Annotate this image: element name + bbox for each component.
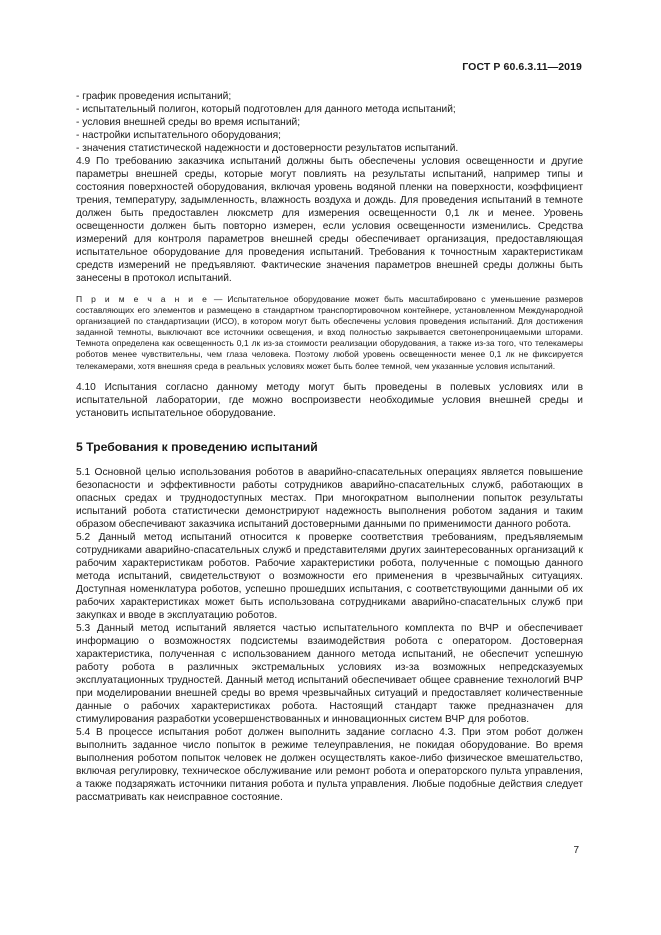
list-item: - значения статистической надежности и достоверности результатов испытаний. [76, 143, 459, 154]
page-content [76, 90, 583, 804]
document-header: ГОСТ Р 60.6.3.11—2019 [462, 61, 582, 73]
paragraph-4-9: 4.9 По требованию заказчика испытаний должны быть обеспечены условия освещенности и другие параметры внешней среды, которые могут повлиять на результаты испытаний, например типы и состояния поверхностей оборудования, включая уровень водяной пленки на поверхности, коэффициент трения, температуру, задымленность, влажность воздуха и дождь. Для проведения испытаний в темноте должен быть предоставлен люксметр для измерения освещенности 0,1 лк и менее. Уровень освещенности должен быть повторно измерен, если условия освещенности изменились. Средства измерений для контроля параметров внешней среды обеспечивает организация, предоставляющая испытательное оборудование для проведения испытаний. Требования к точностным характеристикам средств измерений не предъявляют. Фактические значения параметров внешней среды должны быть занесены в протокол испытаний. [76, 156, 583, 284]
paragraph-5-3: 5.3 Данный метод испытаний является частью испытательного комплекта по ВЧР и обеспечивает информацию о возможностях подсистемы взаимодействия робота с оператором. Достоверная характеристика, полученная с использованием данного метода испытаний, не обеспечит успешную работу робота в различных экстремальных условиях из-за возможных непредсказуемых эксплуатационных трудностей. Данный метод испытаний обеспечивает общее сравнение технологий ВЧР при моделировании внешней среды во время чрезвычайных ситуаций и предоставляет количественные данные о рабочих характеристиках робота. Настоящий стандарт также предназначен для стимулирования разработки усовершенствованных и инновационных систем ВЧР для роботов. [76, 622, 583, 725]
list-item: - испытательный полигон, который подготовлен для данного метода испытаний; [76, 104, 456, 115]
paragraph-5-1: 5.1 Основной целью использования роботов в аварийно-спасательных операциях является повышение безопасности и эффективности работы сотрудников аварийно-спасательных служб, работающих в опасных средах и труднодоступных местах. При многократном выполнении попыток результаты испытаний робота статистически демонстрируют надежность выполнения роботом задания и таким образом обеспечивают заказчика испытаний достоверными данными по применимости данного робота. [76, 466, 583, 530]
list-item: - настройки испытательного оборудования; [76, 130, 282, 141]
note-paragraph [76, 294, 583, 372]
section-5-title: 5 Требования к проведению испытаний [76, 439, 318, 454]
list-item: - условия внешней среды во время испытаний; [76, 117, 301, 128]
list-item: - график проведения испытаний; [76, 91, 232, 102]
paragraph-5-4: 5.4 В процессе испытания робот должен выполнить задание согласно 4.3. При этом робот должен выполнить заданное число попыток в режиме телеуправления, не покидая оборудование. Во время выполнения роботом попыток человек не должен осуществлять какое-либо физическое вмешательство, включая регулировку, техническое обслуживание или ремонт робота и операторского пульта управления, а также подзаряжать источники питания робота и пульта управления. Любые подобные действия следует рассматривать как неисправное состояние. [76, 726, 583, 803]
page-number: 7 [573, 845, 579, 856]
paragraph-5-2: 5.2 Данный метод испытаний относится к проверке соответствия требованиям, предъявляемым сотрудниками аварийно-спасательных служб и представителями других заинтересованных организаций к рабочим характеристикам роботов. Рабочие характеристики робота, полученные с помощью данного метода испытаний, свидетельствуют о возможности его применения в чрезвычайных ситуациях. Доступная номенклатура роботов, успешно прошедших испытания, с соответствующими данными об их рабочих характеристиках может быть использована сотрудниками аварийно-спасательных служб при закупках и вводе в эксплуатацию роботов. [76, 531, 583, 621]
requirements-list [76, 90, 583, 155]
note-label: П р и м е ч а н и е [76, 294, 209, 304]
note-text: — Испытательное оборудование может быть масштабировано с уменьшение размеров составляющих его элементов и размещено в стандартном транспортировочном контейнере, установленном Международной организацией по стандартизации (ИСО), в котором могут быть обеспечены условия проведения испытаний. Для достижения заданной темноты, выключают все источники освещения, и вход полностью закрывается светонепроницаемыми шторами. Темнота определена как освещенность 0,1 лк из-за стоимости реализации оборудования, а также из-за того, что телекамеры роботов менее чувствительны, чем глаза человека. Поэтому любой уровень освещенности менее 0,1 лк не фиксируется телекамерами, хотя внешняя среда в реальных условиях может быть более темной, чем указанные условия испытаний. [76, 294, 583, 371]
paragraph-4-10: 4.10 Испытания согласно данному методу могут быть проведены в полевых условиях или в испытательной лаборатории, где можно воспроизвести необходимые условия внешней среды и установить испытательное оборудование. [76, 381, 583, 419]
